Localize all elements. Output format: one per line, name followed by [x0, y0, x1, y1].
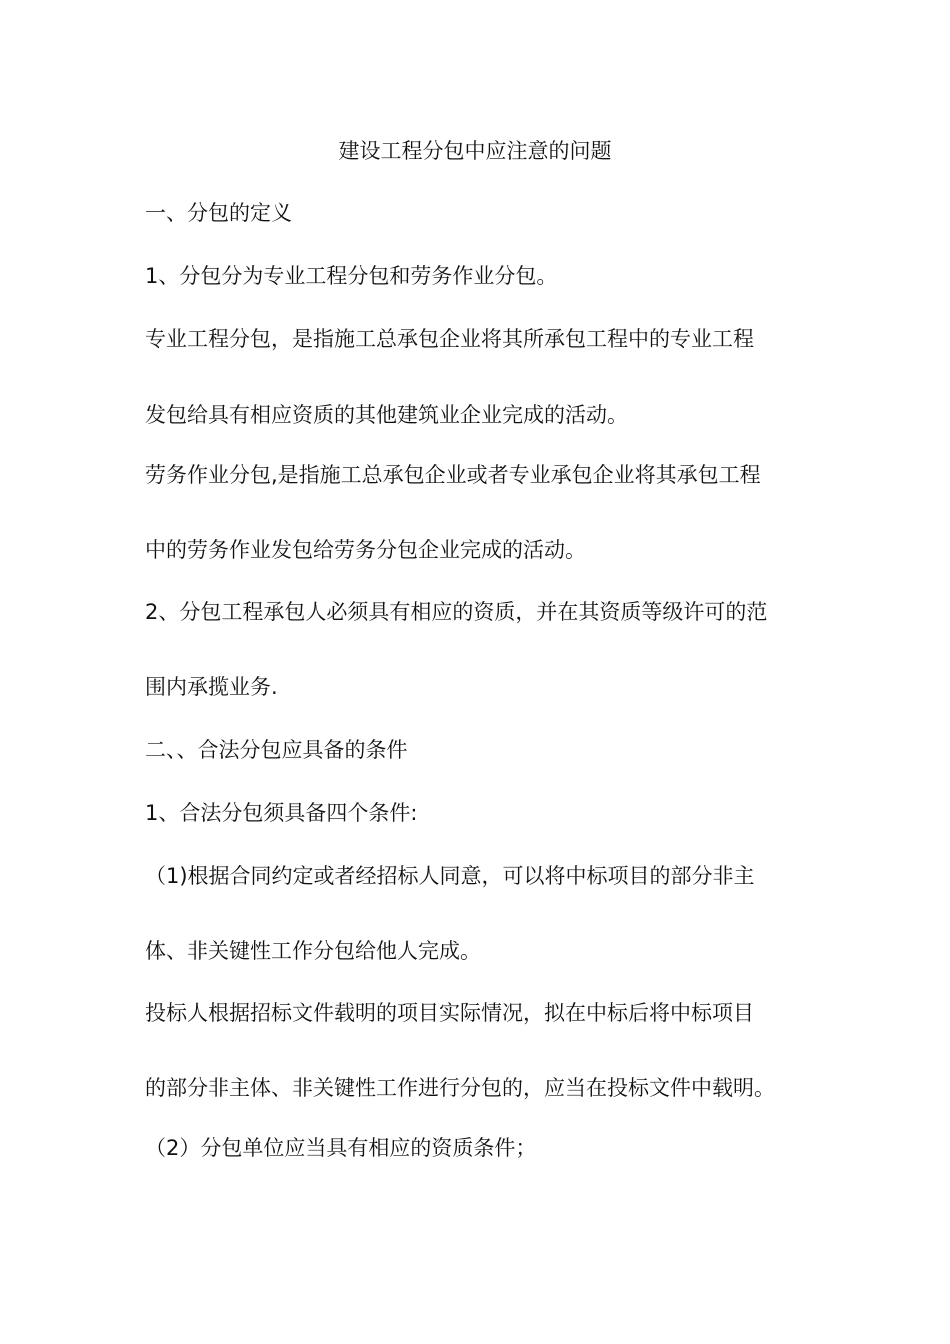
paragraph-line: 2、分包工程承包人必须具有相应的资质，并在其资质等级许可的范	[145, 600, 768, 624]
document-title: 建设工程分包中应注意的问题	[338, 139, 612, 163]
section-heading-1: 一、分包的定义	[145, 201, 292, 225]
paragraph-line: 1、合法分包须具备四个条件:	[145, 801, 418, 825]
section-heading-2: 二、、合法分包应具备的条件	[145, 738, 408, 762]
paragraph-line: 1、分包分为专业工程分包和劳务作业分包。	[145, 264, 558, 288]
paragraph-line: 投标人根据招标文件载明的项目实际情况，拟在中标后将中标项目	[145, 1001, 754, 1025]
paragraph-line: 专业工程分包，是指施工总承包企业将其所承包工程中的专业工程	[145, 327, 754, 351]
paragraph-line: 体、非关键性工作分包给他人完成。	[145, 939, 481, 963]
paragraph-line: 发包给具有相应资质的其他建筑业企业完成的活动。	[145, 403, 628, 427]
paragraph-line: 围内承揽业务.	[145, 675, 278, 699]
paragraph-line: （1)根据合同约定或者经招标人同意，可以将中标项目的部分非主	[145, 864, 755, 888]
paragraph-line: 的部分非主体、非关键性工作进行分包的，应当在投标文件中载明。	[145, 1076, 775, 1100]
paragraph-line: 劳务作业分包,是指施工总承包企业或者专业承包企业将其承包工程	[145, 463, 761, 487]
paragraph-line: （2）分包单位应当具有相应的资质条件；	[145, 1136, 537, 1160]
paragraph-line: 中的劳务作业发包给劳务分包企业完成的活动。	[145, 538, 586, 562]
